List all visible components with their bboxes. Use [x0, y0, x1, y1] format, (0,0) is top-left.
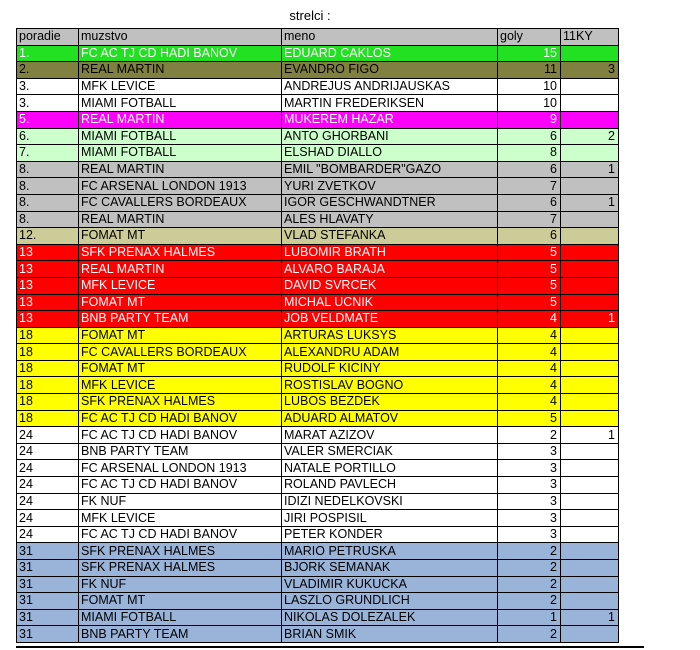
cell-rank[interactable]: 31 [17, 543, 79, 560]
cell-penalties[interactable] [561, 477, 619, 494]
cell-goals[interactable]: 7 [498, 178, 561, 195]
cell-penalties[interactable] [561, 78, 619, 95]
cell-name[interactable]: NIKOLAS DOLEZALEK [282, 609, 498, 626]
table-row [17, 161, 619, 178]
cell-penalties[interactable]: 2 [561, 128, 619, 145]
table-row [17, 145, 619, 162]
cell-team[interactable]: MIAMI FOTBALL [79, 145, 282, 162]
cell-goals[interactable]: 2 [498, 626, 561, 643]
cell-name[interactable]: YURI ZVETKOV [282, 178, 498, 195]
cell-team[interactable]: FC CAVALLERS BORDEAUX [79, 194, 282, 211]
table-row [17, 128, 619, 145]
table-row [17, 45, 619, 62]
cell-name[interactable]: PETER KONDER [282, 526, 498, 543]
cell-penalties[interactable]: 1 [561, 161, 619, 178]
cell-rank[interactable]: 18 [17, 394, 79, 411]
cell-rank[interactable]: 24 [17, 427, 79, 444]
cell-penalties[interactable] [561, 394, 619, 411]
cell-name[interactable]: ADUARD ALMATOV [282, 410, 498, 427]
cell-name[interactable]: IGOR GESCHWANDTNER [282, 194, 498, 211]
cell-rank[interactable]: 24 [17, 443, 79, 460]
cell-name[interactable]: JOB VELDMATE [282, 311, 498, 328]
table-row [17, 510, 619, 527]
table-row [17, 593, 619, 610]
cell-rank[interactable]: 18 [17, 344, 79, 361]
cell-team[interactable]: FC AC TJ CD HADI BANOV [79, 477, 282, 494]
cell-team[interactable]: BNB PARTY TEAM [79, 626, 282, 643]
cell-goals[interactable]: 4 [498, 327, 561, 344]
cell-penalties[interactable] [561, 543, 619, 560]
cell-rank[interactable]: 13 [17, 277, 79, 294]
cell-team[interactable]: BNB PARTY TEAM [79, 311, 282, 328]
cell-penalties[interactable] [561, 576, 619, 593]
cell-goals[interactable]: 2 [498, 576, 561, 593]
cell-goals[interactable]: 4 [498, 311, 561, 328]
cell-goals[interactable]: 15 [498, 45, 561, 62]
table-row [17, 277, 619, 294]
cell-penalties[interactable] [561, 277, 619, 294]
table-row [17, 560, 619, 577]
cell-team[interactable]: REAL MARTIN [79, 111, 282, 128]
cell-penalties[interactable] [561, 344, 619, 361]
table-row [17, 360, 619, 377]
cell-goals[interactable]: 3 [498, 443, 561, 460]
table-row [17, 311, 619, 328]
cell-rank[interactable]: 31 [17, 576, 79, 593]
cell-penalties[interactable] [561, 327, 619, 344]
table-row [17, 460, 619, 477]
table-row [17, 410, 619, 427]
header-row [17, 29, 619, 46]
cell-rank[interactable]: 2. [17, 62, 79, 79]
cell-rank[interactable]: 18 [17, 410, 79, 427]
table-row [17, 394, 619, 411]
cell-rank[interactable]: 7. [17, 145, 79, 162]
cell-goals[interactable]: 6 [498, 128, 561, 145]
cell-rank[interactable]: 8. [17, 211, 79, 228]
cell-rank[interactable]: 31 [17, 593, 79, 610]
cell-name[interactable]: ALES HLAVATY [282, 211, 498, 228]
cell-rank[interactable]: 24 [17, 477, 79, 494]
cell-rank[interactable]: 13 [17, 244, 79, 261]
header-penalties: 11KY [561, 29, 619, 46]
table-row [17, 443, 619, 460]
cell-goals[interactable]: 5 [498, 410, 561, 427]
cell-name[interactable]: MARAT AZIZOV [282, 427, 498, 444]
cell-name[interactable]: EMIL "BOMBARDER"GAZO [282, 161, 498, 178]
cell-rank[interactable]: 8. [17, 194, 79, 211]
cell-rank[interactable]: 24 [17, 460, 79, 477]
cell-team[interactable]: FOMAT MT [79, 327, 282, 344]
cell-rank[interactable]: 18 [17, 360, 79, 377]
cell-team[interactable]: FOMAT MT [79, 294, 282, 311]
cell-penalties[interactable] [561, 493, 619, 510]
table-row [17, 526, 619, 543]
table-row [17, 244, 619, 261]
cell-team[interactable]: MIAMI FOTBALL [79, 128, 282, 145]
cell-rank[interactable]: 12. [17, 228, 79, 245]
cell-rank[interactable]: 31 [17, 609, 79, 626]
cell-rank[interactable]: 8. [17, 161, 79, 178]
cell-name[interactable]: NATALE PORTILLO [282, 460, 498, 477]
table-row [17, 178, 619, 195]
cell-team[interactable]: BNB PARTY TEAM [79, 443, 282, 460]
cell-team[interactable]: SFK PRENAX HALMES [79, 244, 282, 261]
cell-goals[interactable]: 6 [498, 161, 561, 178]
cell-team[interactable]: FK NUF [79, 576, 282, 593]
cell-goals[interactable]: 9 [498, 111, 561, 128]
cell-penalties[interactable]: 1 [561, 427, 619, 444]
header-goals: goly [498, 29, 561, 46]
cell-goals[interactable]: 7 [498, 211, 561, 228]
table-row [17, 609, 619, 626]
cell-penalties[interactable] [561, 593, 619, 610]
cell-team[interactable]: FC AC TJ CD HADI BANOV [79, 427, 282, 444]
cell-rank[interactable]: 8. [17, 178, 79, 195]
cell-name[interactable]: VLADIMIR KUKUCKA [282, 576, 498, 593]
cell-rank[interactable]: 3. [17, 95, 79, 112]
cell-name[interactable]: ANDREJUS ANDRIJAUSKAS [282, 78, 498, 95]
cell-rank[interactable]: 13 [17, 294, 79, 311]
cell-penalties[interactable] [561, 560, 619, 577]
cell-name[interactable]: EVANDRO FIGO [282, 62, 498, 79]
cell-name[interactable]: EDUARD CAKLOS [282, 45, 498, 62]
cell-rank[interactable]: 5. [17, 111, 79, 128]
cell-team[interactable]: FK NUF [79, 493, 282, 510]
cell-penalties[interactable] [561, 626, 619, 643]
cell-penalties[interactable] [561, 145, 619, 162]
table-row [17, 327, 619, 344]
cell-name[interactable]: RUDOLF KICINY [282, 360, 498, 377]
cell-penalties[interactable] [561, 510, 619, 527]
cell-team[interactable]: FC AC TJ CD HADI BANOV [79, 410, 282, 427]
cell-team[interactable]: FOMAT MT [79, 228, 282, 245]
cell-penalties[interactable] [561, 410, 619, 427]
cell-goals[interactable]: 3 [498, 493, 561, 510]
cell-team[interactable]: REAL MARTIN [79, 62, 282, 79]
cell-name[interactable]: VALER SMERCIAK [282, 443, 498, 460]
cell-name[interactable]: MARTIN FREDERIKSEN [282, 95, 498, 112]
cell-team[interactable]: FOMAT MT [79, 360, 282, 377]
cell-team[interactable]: SFK PRENAX HALMES [79, 394, 282, 411]
cell-team[interactable]: REAL MARTIN [79, 161, 282, 178]
cell-rank[interactable]: 13 [17, 261, 79, 278]
cell-team[interactable]: MFK LEVICE [79, 277, 282, 294]
table-row [17, 111, 619, 128]
cell-rank[interactable]: 24 [17, 526, 79, 543]
cell-rank[interactable]: 13 [17, 311, 79, 328]
cell-team[interactable]: MFK LEVICE [79, 510, 282, 527]
cell-name[interactable]: ARTURAS LUKSYS [282, 327, 498, 344]
cell-goals[interactable]: 2 [498, 427, 561, 444]
cell-team[interactable]: FC ARSENAL LONDON 1913 [79, 460, 282, 477]
cell-goals[interactable]: 2 [498, 543, 561, 560]
table-row [17, 477, 619, 494]
cell-team[interactable]: MIAMI FOTBALL [79, 95, 282, 112]
cell-goals[interactable]: 4 [498, 394, 561, 411]
cell-name[interactable]: DAVID SVRCEK [282, 277, 498, 294]
cell-penalties[interactable] [561, 211, 619, 228]
table-row [17, 576, 619, 593]
table-row [17, 377, 619, 394]
table-row [17, 543, 619, 560]
cell-team[interactable]: FC ARSENAL LONDON 1913 [79, 178, 282, 195]
cell-name[interactable]: LUBOS BEZDEK [282, 394, 498, 411]
cell-team[interactable]: FC AC TJ CD HADI BANOV [79, 45, 282, 62]
cell-penalties[interactable] [561, 45, 619, 62]
cell-team[interactable]: FC CAVALLERS BORDEAUX [79, 344, 282, 361]
cell-rank[interactable]: 31 [17, 626, 79, 643]
cell-name[interactable]: MICHAL UCNIK [282, 294, 498, 311]
cell-name[interactable]: ROLAND PAVLECH [282, 477, 498, 494]
scorers-table [16, 28, 619, 643]
cell-goals[interactable]: 5 [498, 261, 561, 278]
cell-penalties[interactable] [561, 261, 619, 278]
cell-rank[interactable]: 31 [17, 560, 79, 577]
table-row [17, 228, 619, 245]
cell-goals[interactable]: 2 [498, 593, 561, 610]
cell-team[interactable]: SFK PRENAX HALMES [79, 560, 282, 577]
cell-penalties[interactable] [561, 95, 619, 112]
cell-goals[interactable]: 6 [498, 228, 561, 245]
cell-goals[interactable]: 11 [498, 62, 561, 79]
cell-name[interactable]: LASZLO GRUNDLICH [282, 593, 498, 610]
sheet-title: strelci : [289, 8, 331, 23]
cell-team[interactable]: MFK LEVICE [79, 377, 282, 394]
table-row [17, 427, 619, 444]
cell-team[interactable]: FOMAT MT [79, 593, 282, 610]
cell-rank[interactable]: 6. [17, 128, 79, 145]
cell-team[interactable]: MFK LEVICE [79, 78, 282, 95]
cell-goals[interactable]: 4 [498, 344, 561, 361]
cell-penalties[interactable] [561, 443, 619, 460]
cell-rank[interactable]: 24 [17, 493, 79, 510]
cell-team[interactable]: REAL MARTIN [79, 261, 282, 278]
cell-rank[interactable]: 3. [17, 78, 79, 95]
cell-name[interactable]: MARIO PETRUSKA [282, 543, 498, 560]
cell-name[interactable]: BJORK SEMANAK [282, 560, 498, 577]
cell-name[interactable]: ALVARO BARAJA [282, 261, 498, 278]
cell-name[interactable]: VLAD STEFANKA [282, 228, 498, 245]
header-team: muzstvo [79, 29, 282, 46]
cell-goals[interactable]: 5 [498, 294, 561, 311]
cell-goals[interactable]: 4 [498, 377, 561, 394]
cell-rank[interactable]: 18 [17, 377, 79, 394]
table-row [17, 493, 619, 510]
cell-rank[interactable]: 18 [17, 327, 79, 344]
cell-penalties[interactable]: 1 [561, 194, 619, 211]
cell-team[interactable]: SFK PRENAX HALMES [79, 543, 282, 560]
cell-rank[interactable]: 1. [17, 45, 79, 62]
header-rank: poradie [17, 29, 79, 46]
table-row [17, 261, 619, 278]
table-row [17, 95, 619, 112]
cell-goals[interactable]: 3 [498, 460, 561, 477]
cell-penalties[interactable] [561, 228, 619, 245]
cell-penalties[interactable] [561, 377, 619, 394]
cell-penalties[interactable] [561, 244, 619, 261]
cell-penalties[interactable]: 1 [561, 609, 619, 626]
table-row [17, 626, 619, 643]
cell-penalties[interactable] [561, 460, 619, 477]
cell-name[interactable]: ROSTISLAV BOGNO [282, 377, 498, 394]
cell-goals[interactable]: 5 [498, 244, 561, 261]
cell-name[interactable]: ELSHAD DIALLO [282, 145, 498, 162]
cell-goals[interactable]: 10 [498, 95, 561, 112]
cell-penalties[interactable]: 1 [561, 311, 619, 328]
cell-penalties[interactable] [561, 360, 619, 377]
cell-goals[interactable]: 6 [498, 194, 561, 211]
cell-goals[interactable]: 4 [498, 360, 561, 377]
cell-team[interactable]: FC AC TJ CD HADI BANOV [79, 526, 282, 543]
cell-penalties[interactable] [561, 526, 619, 543]
table-row [17, 62, 619, 79]
cell-team[interactable]: MIAMI FOTBALL [79, 609, 282, 626]
cell-name[interactable]: ALEXANDRU ADAM [282, 344, 498, 361]
cell-goals[interactable]: 2 [498, 560, 561, 577]
cell-goals[interactable]: 8 [498, 145, 561, 162]
cell-goals[interactable]: 3 [498, 477, 561, 494]
cell-penalties[interactable]: 3 [561, 62, 619, 79]
cell-name[interactable]: ANTO GHORBANI [282, 128, 498, 145]
table-row [17, 78, 619, 95]
cell-name[interactable]: IDIZI NEDELKOVSKI [282, 493, 498, 510]
table-row [17, 211, 619, 228]
cell-goals[interactable]: 3 [498, 526, 561, 543]
cell-team[interactable]: REAL MARTIN [79, 211, 282, 228]
cell-rank[interactable]: 24 [17, 510, 79, 527]
cell-name[interactable]: LUBOMIR BRATH [282, 244, 498, 261]
table-bottom-border [16, 646, 644, 648]
cell-goals[interactable]: 3 [498, 510, 561, 527]
cell-penalties[interactable] [561, 294, 619, 311]
cell-penalties[interactable] [561, 178, 619, 195]
table-row [17, 294, 619, 311]
cell-name[interactable]: BRIAN SMIK [282, 626, 498, 643]
cell-goals[interactable]: 10 [498, 78, 561, 95]
table-row [17, 344, 619, 361]
cell-goals[interactable]: 5 [498, 277, 561, 294]
cell-name[interactable]: MUKEREM HAZAR [282, 111, 498, 128]
header-name: meno [282, 29, 498, 46]
table-row [17, 194, 619, 211]
cell-name[interactable]: JIRI POSPISIL [282, 510, 498, 527]
cell-goals[interactable]: 1 [498, 609, 561, 626]
cell-penalties[interactable] [561, 111, 619, 128]
